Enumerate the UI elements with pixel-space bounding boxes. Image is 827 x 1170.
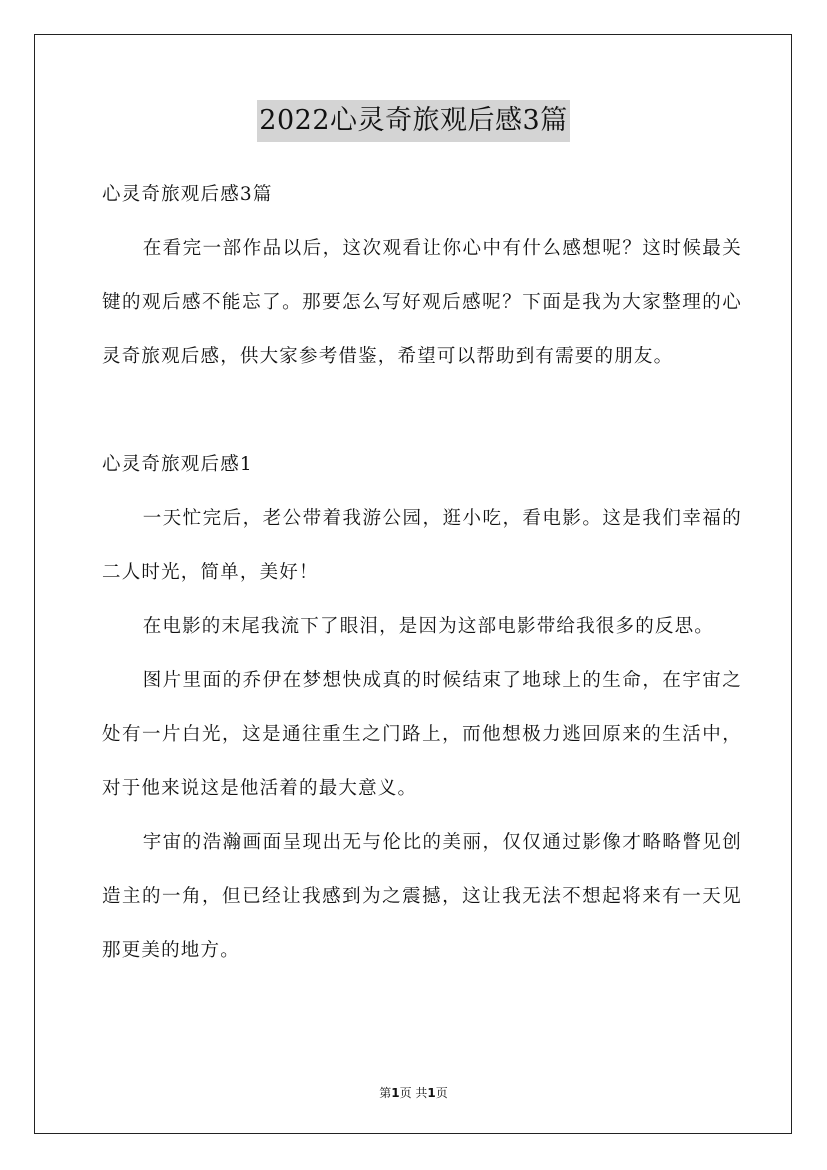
- intro-paragraph: 在看完一部作品以后，这次观看让你心中有什么感想呢？这时候最关键的观后感不能忘了。那要怎么写好观后感呢？下面是我为大家整理的心灵奇旅观后感，供大家参考借鉴，希望可以帮助到有需要的朋友。: [102, 238, 742, 367]
- footer-page-mid: 页 共: [399, 1086, 428, 1100]
- blank-line: [102, 384, 742, 438]
- footer-page-prefix: 第: [379, 1086, 392, 1100]
- page-footer: [0, 1084, 827, 1101]
- section-1-paragraph: 图片里面的乔伊在梦想快成真的时候结束了地球上的生命，在宇宙之处有一片白光，这是通往重生之门路上，而他想极力逃回原来的生活中，对于他来说这是他活着的最大意义。: [102, 670, 742, 799]
- section-1-paragraph: 宇宙的浩瀚画面呈现出无与伦比的美丽，仅仅通过影像才略略瞥见创造主的一角，但已经让我感到为之震撼，这让我无法不想起将来有一天见那更美的地方。: [102, 832, 742, 961]
- title-container: [0, 100, 827, 142]
- section-1-heading: 心灵奇旅观后感1: [102, 454, 253, 475]
- footer-page-current: 1: [391, 1086, 400, 1100]
- footer-page-suffix: 页: [435, 1086, 448, 1100]
- document-body: [102, 168, 742, 978]
- document-subtitle: 心灵奇旅观后感3篇: [102, 184, 273, 205]
- footer-page-total: 1: [427, 1086, 436, 1100]
- document-title: 2022心灵奇旅观后感3篇: [257, 100, 569, 142]
- section-1-paragraph: 一天忙完后，老公带着我游公园，逛小吃，看电影。这是我们幸福的二人时光，简单，美好！: [102, 508, 742, 583]
- section-1-paragraph: 在电影的末尾我流下了眼泪，是因为这部电影带给我很多的反思。: [142, 616, 714, 637]
